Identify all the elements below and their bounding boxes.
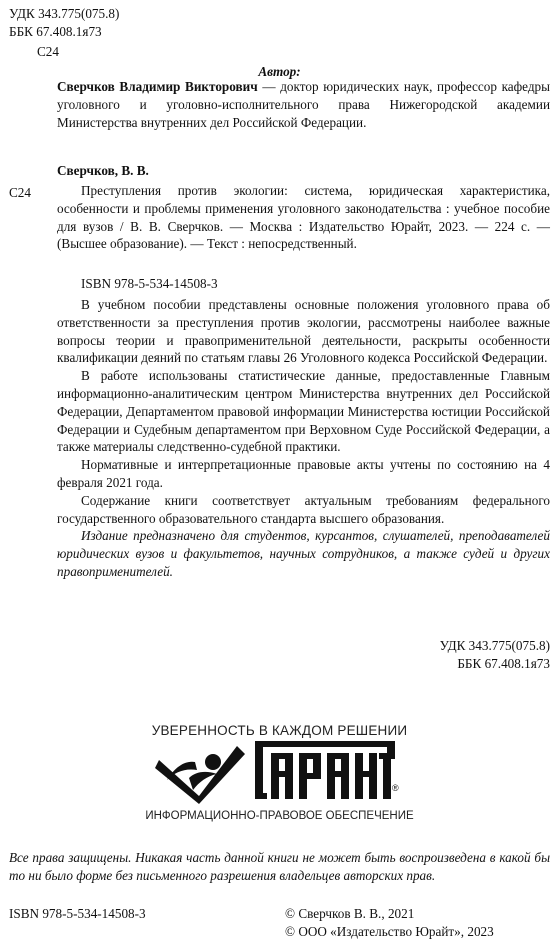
garant-logo-icon [255, 741, 395, 799]
udk-code: УДК 343.775(075.8) [9, 6, 120, 21]
author-info [57, 78, 550, 131]
abstract-paragraph: В учебном пособии представлены основные положения уголовного права об ответственности за преступления против экологии, рассмотрены наиболее важные вопросы теории и правоприменительной деятельности, раскрыты особенности квалификации деяний по статьям главы 26 Уголовного кодекса Российской Федерации. [57, 297, 550, 366]
author-description: — доктор юридических наук, профессор кафедры уголовного и уголовно-исполнительного права Нижегородской академии Министерства внутренних дел Российской Федерации. [57, 79, 551, 130]
top-classification [9, 5, 119, 41]
rights-notice: Все права защищены. Никакая часть данной книги не может быть воспроизведена в какой бы то ни было форме без письменного разрешения владельцев авторских прав. [9, 850, 550, 883]
garant-emblem-icon [155, 738, 247, 806]
abstract-paragraph: Нормативные и интерпретационные правовые акты учтены по состоянию на 4 февраля 2021 года. [57, 457, 550, 490]
author-name: Сверчков Владимир Викторович [57, 79, 258, 94]
classification-codes [440, 637, 550, 673]
abstract-paragraph: Содержание книги соответствует актуальным требованиям федерального государственного образовательного стандарта высшего образования. [57, 492, 550, 526]
copyright-publisher: © ООО «Издательство Юрайт», 2023 [285, 923, 494, 939]
abstract [57, 296, 550, 581]
catalog-isbn: ISBN 978-5-534-14508-3 [81, 276, 218, 291]
bbk-code: ББК 67.408.1я73 [9, 23, 102, 39]
registered-mark: ® [392, 783, 399, 793]
catalog-mark: С24 [9, 185, 31, 200]
sponsor-subtitle: ИНФОРМАЦИОННО-ПРАВОВОЕ ОБЕСПЕЧЕНИЕ [145, 810, 414, 822]
udk-code: УДК 343.775(075.8) [439, 638, 550, 653]
catalog-description: Преступления против экологии: система, юридическая характеристика, особенности и проблемы применения уголовного законодательства : учебное пособие для вузов / В. В. Сверчков. — Москва : Издательство Юрайт, 2023. — 224 с. — (Высшее образование). — Текст : непосредственный. [57, 183, 550, 252]
author-mark: С24 [37, 44, 59, 59]
audience-paragraph: Издание предназначено для студентов, курсантов, слушателей, преподавателей юридических вузов и факультетов, научных сотрудников, а также судей и других правоприменителей. [57, 528, 550, 579]
bbk-code: ББК 67.408.1я73 [457, 655, 550, 671]
copyright-block [285, 905, 494, 941]
author-heading: Автор: [258, 64, 301, 79]
footer-isbn: ISBN 978-5-534-14508-3 [9, 906, 146, 921]
sponsor-slogan: УВЕРЕННОСТЬ В КАЖДОМ РЕШЕНИИ [151, 723, 408, 738]
catalog-author: Сверчков, В. В. [57, 163, 149, 178]
copyright-author: © Сверчков В. В., 2021 [285, 906, 415, 921]
abstract-paragraph: В работе использованы статистические данные, предоставленные Главным информационно-аналитическим центром Министерства внутренних дел Российской Федерации, Департаментом правовой информации Министерства юстиции Российской Федерации и Судебным департаментом при Верховном Суде Российской Федерации, а также материалы следственно-судебной практики. [57, 368, 550, 455]
